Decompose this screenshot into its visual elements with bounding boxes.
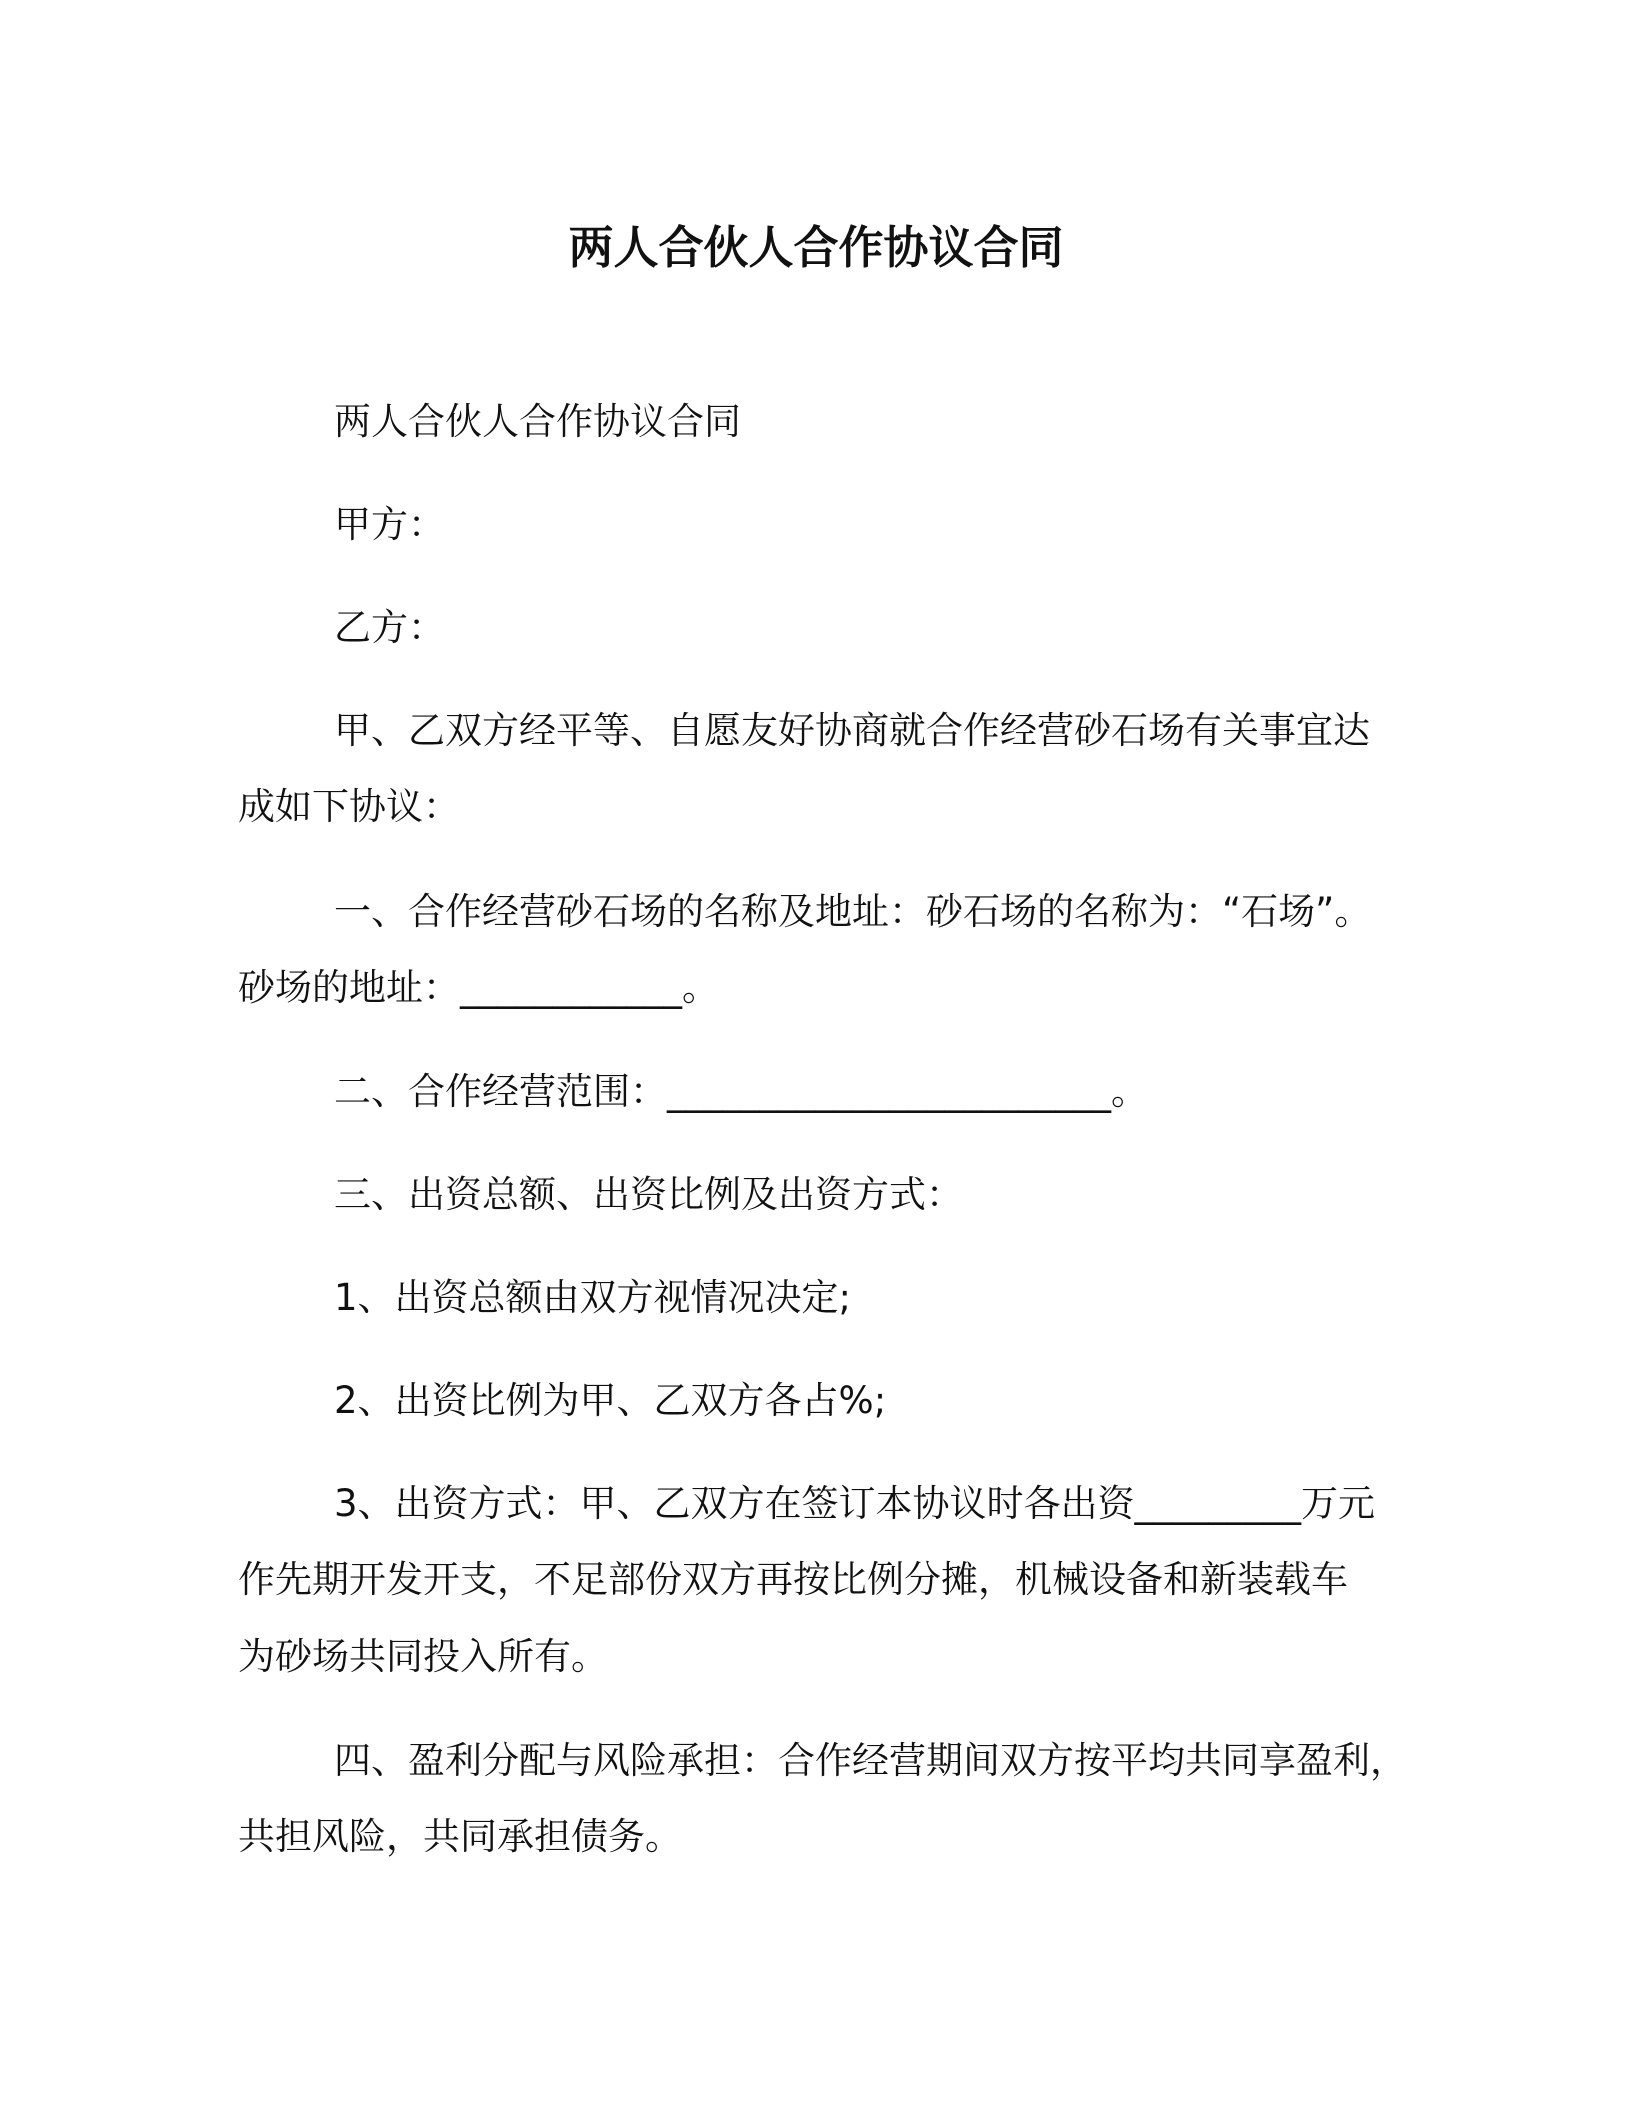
clause-3-item-2: 2、出资比例为甲、乙双方各占%; — [334, 1379, 887, 1422]
document-title: 两人合伙人合作协议合同 — [568, 221, 1064, 274]
clause-3-heading: 三、出资总额、出资比例及出资方式： — [334, 1173, 963, 1216]
clause-4-line-1: 四、盈利分配与风险承担：合作经营期间双方按平均共同享盈利， — [334, 1739, 1407, 1782]
clause-3-item-1: 1、出资总额由双方视情况决定; — [334, 1276, 852, 1319]
preamble-line-1: 甲、乙双方经平等、自愿友好协商就合作经营砂石场有关事宜达 — [334, 709, 1370, 752]
party-b-line: 乙方： — [334, 606, 445, 649]
clause-3-item-3-line-3: 为砂场共同投入所有。 — [238, 1635, 608, 1678]
clause-1-line-1: 一、合作经营砂石场的名称及地址：砂石场的名称为：“石场”。 — [334, 890, 1372, 933]
clause-2-line: 二、合作经营范围：________________________。 — [334, 1070, 1148, 1113]
preamble-line-2: 成如下协议： — [238, 785, 460, 828]
clause-3-item-3-line-1: 3、出资方式：甲、乙双方在签订本协议时各出资_________万元 — [334, 1482, 1376, 1525]
clause-4-line-2: 共担风险，共同承担债务。 — [238, 1815, 682, 1858]
clause-3-item-3-line-2: 作先期开发开支，不足部份双方再按比例分摊，机械设备和新装载车 — [238, 1558, 1348, 1601]
clause-1-line-2: 砂场的地址：____________。 — [238, 966, 719, 1009]
subtitle-line: 两人合伙人合作协议合同 — [334, 400, 741, 443]
party-a-line: 甲方： — [334, 503, 445, 546]
